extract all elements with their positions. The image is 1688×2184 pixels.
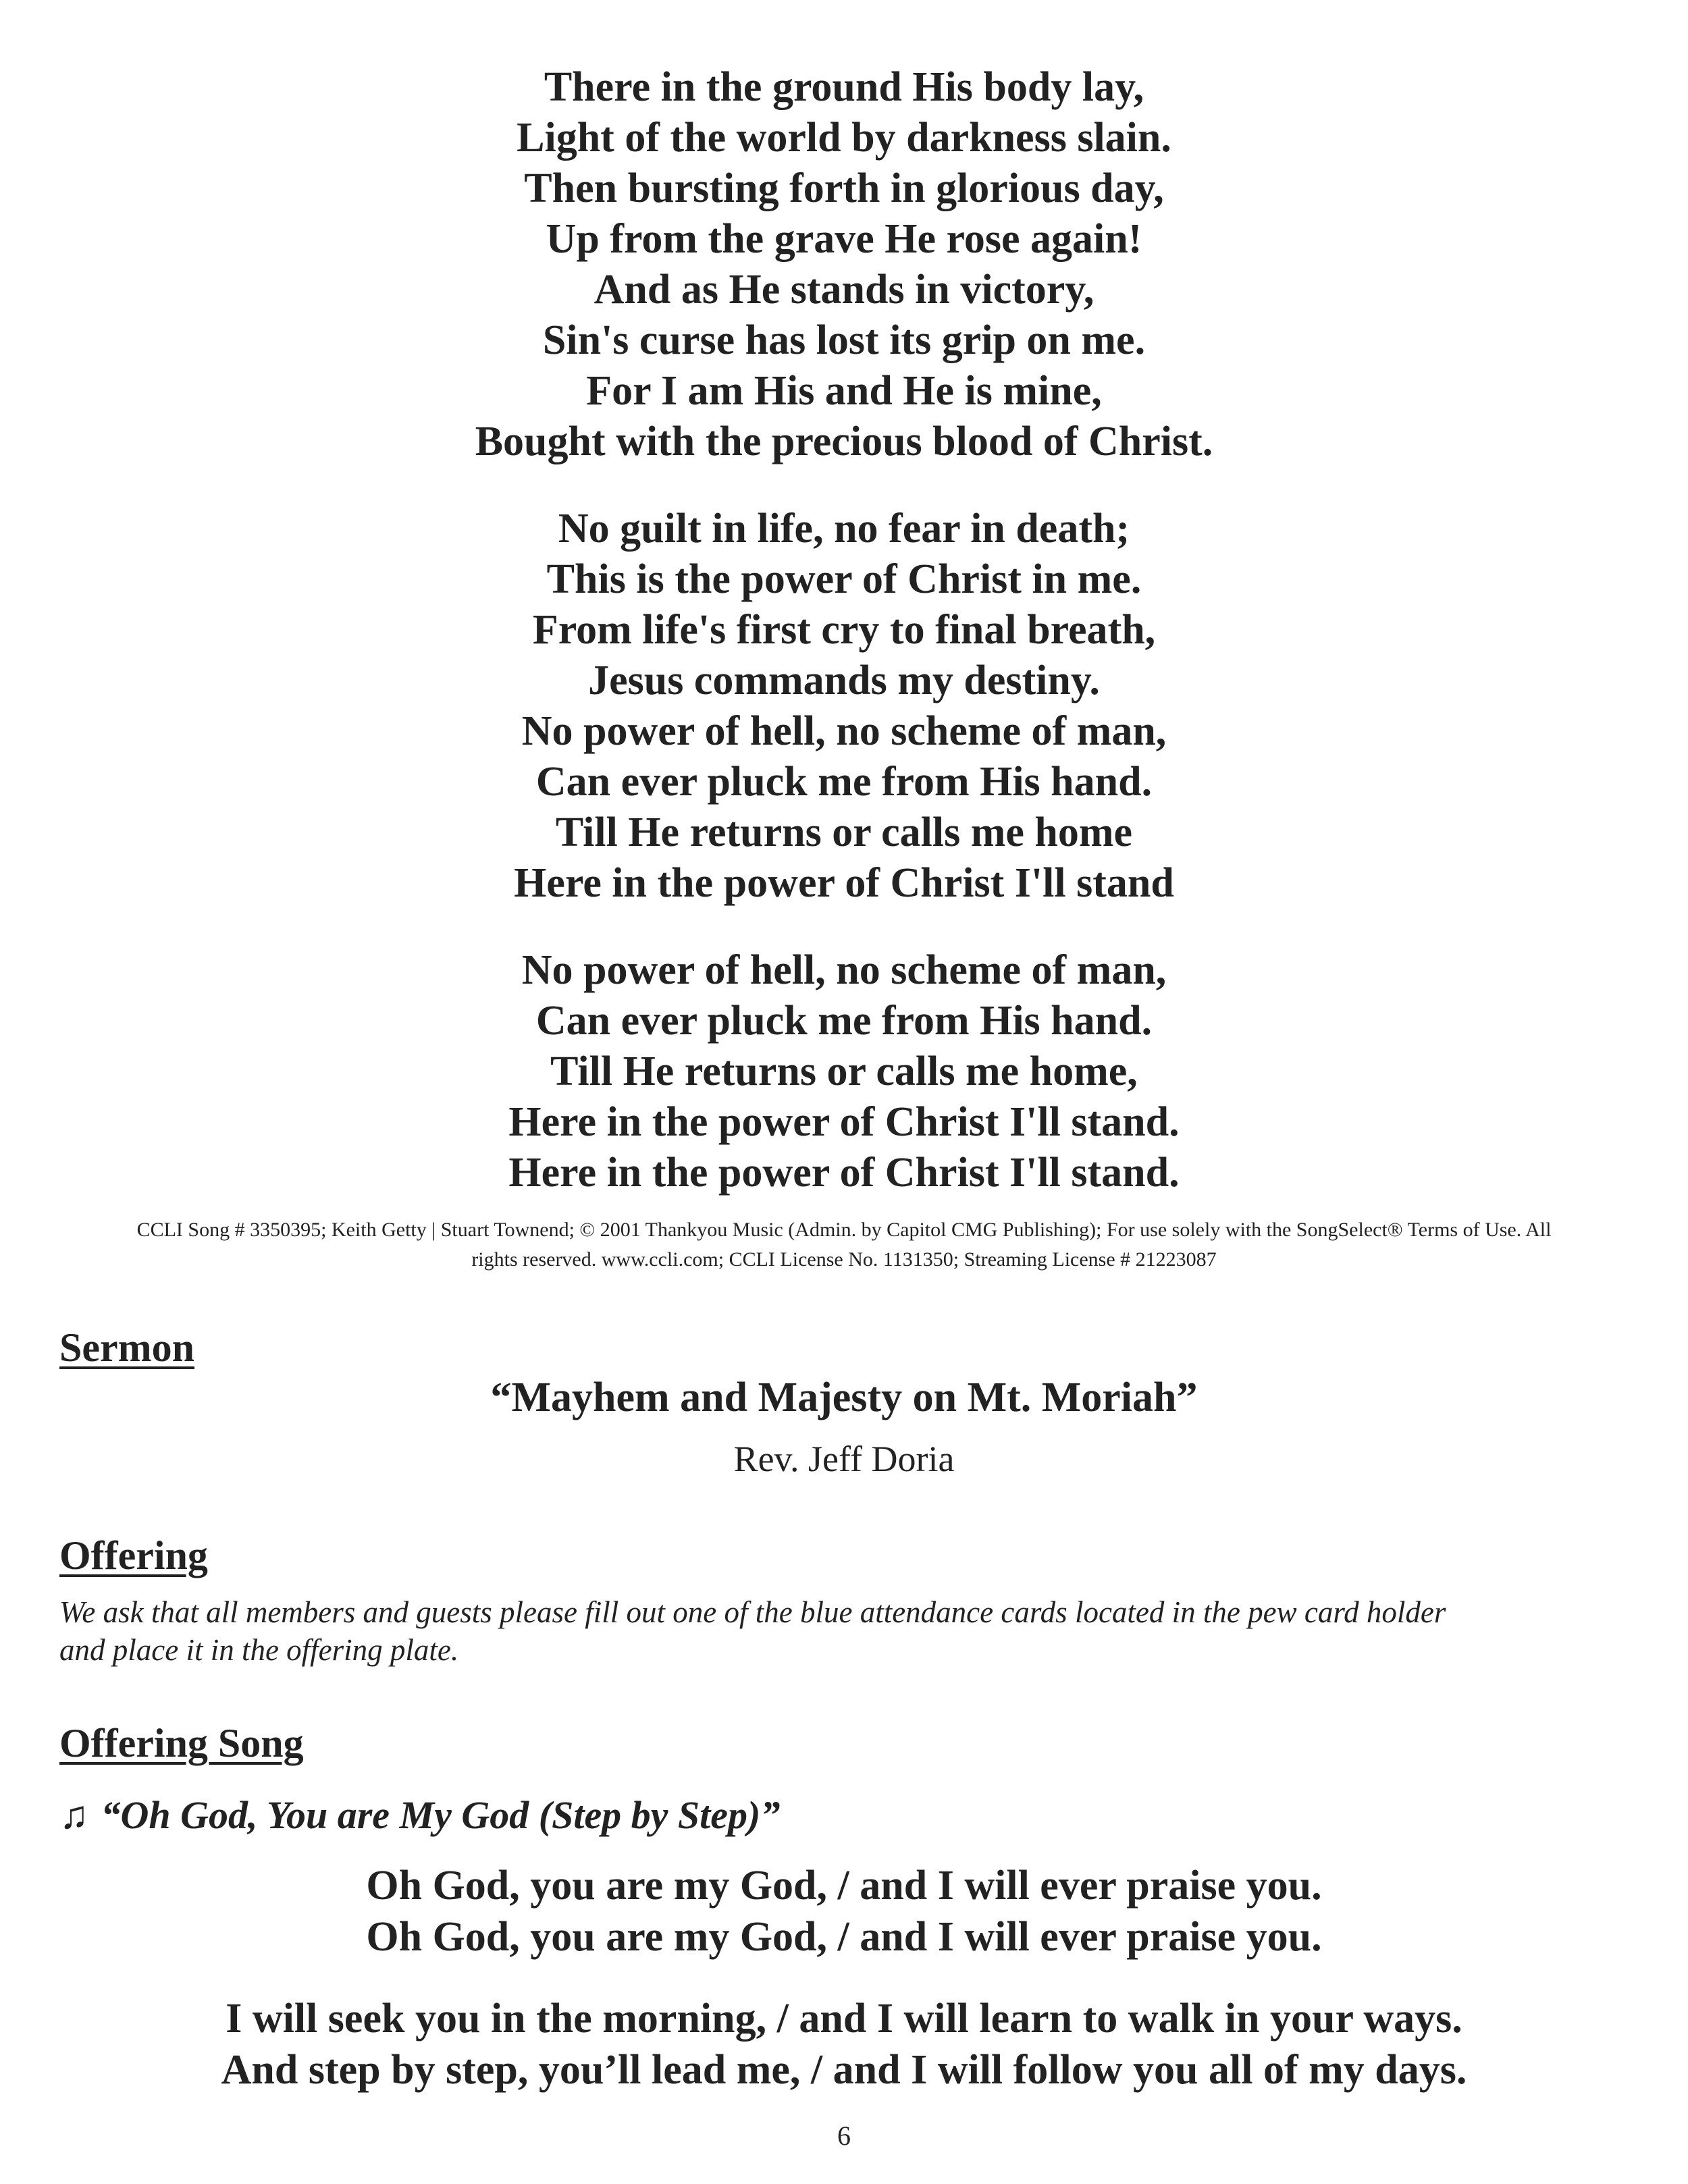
lyrics-verse-3	[0, 945, 1688, 1198]
sermon-title: “Mayhem and Majesty on Mt. Moriah”	[490, 1375, 1198, 1420]
lyric-line: And step by step, you’ll lead me, / and I will follow you all of my days.	[221, 2047, 1467, 2093]
lyric-line: Jesus commands my destiny.	[588, 658, 1100, 703]
lyric-line: Can ever pluck me from His hand.	[535, 998, 1153, 1044]
lyric-line: No guilt in life, no fear in death;	[558, 506, 1130, 552]
lyric-line: For I am His and He is mine,	[586, 368, 1102, 414]
ccli-copyright-notice	[0, 1215, 1688, 1275]
lyric-line: I will seek you in the morning, / and I will learn to walk in your ways.	[226, 1996, 1462, 2042]
lyric-line: Here in the power of Christ I'll stand.	[508, 1150, 1180, 1196]
lyric-line: No power of hell, no scheme of man,	[521, 708, 1167, 754]
offering-heading: Offering	[59, 1533, 208, 1578]
lyric-line: Oh God, you are my God, / and I will ever praise you.	[366, 1914, 1322, 1960]
lyric-line: Here in the power of Christ I'll stand	[514, 860, 1174, 906]
instructions-line: We ask that all members and guests please fill out one of the blue attendance cards located in the pew card holder	[59, 1595, 1446, 1629]
lyric-line: No power of hell, no scheme of man,	[521, 947, 1167, 993]
lyrics-verse-2	[0, 504, 1688, 909]
copyright-line: CCLI Song # 3350395; Keith Getty | Stuart Townend; © 2001 Thankyou Music (Admin. by Capitol CMG Publishing); For use solely with the SongSelect® Terms of Use. All	[136, 1219, 1552, 1241]
lyric-line: Then bursting forth in glorious day,	[524, 165, 1164, 211]
lyric-line: Till He returns or calls me home,	[550, 1048, 1138, 1094]
lyric-line: Up from the grave He rose again!	[546, 216, 1142, 262]
offering-song-heading: Offering Song	[59, 1721, 304, 1765]
lyric-line: There in the ground His body lay,	[544, 64, 1144, 110]
lyric-line: Oh God, you are my God, / and I will ever praise you.	[366, 1863, 1322, 1909]
lyric-line: Sin's curse has lost its grip on me.	[542, 317, 1146, 363]
lyric-line: From life's first cry to final breath,	[532, 607, 1156, 653]
music-note-icon: ♫	[59, 1793, 89, 1837]
offering-song-title	[59, 1792, 780, 1838]
sermon-speaker: Rev. Jeff Doria	[733, 1439, 955, 1479]
lyric-line: Here in the power of Christ I'll stand.	[508, 1099, 1180, 1145]
offering-instructions	[59, 1593, 1633, 1669]
copyright-line: rights reserved. www.ccli.com; CCLI License No. 1131350; Streaming License # 21223087	[471, 1248, 1217, 1271]
page-number: 6	[837, 2121, 851, 2151]
lyric-line: Light of the world by darkness slain.	[517, 115, 1171, 161]
lyric-line: Till He returns or calls me home	[555, 809, 1133, 855]
song-chorus	[0, 1860, 1688, 1963]
lyric-line: Can ever pluck me from His hand.	[535, 759, 1153, 805]
song-verse	[0, 1993, 1688, 2096]
lyric-line: And as He stands in victory,	[594, 267, 1094, 313]
song-title-text: “Oh God, You are My God (Step by Step)”	[101, 1793, 781, 1837]
lyric-line: Bought with the precious blood of Christ.	[475, 419, 1213, 464]
instructions-line: and place it in the offering plate.	[59, 1633, 459, 1667]
lyrics-verse-1	[0, 62, 1688, 467]
sermon-heading: Sermon	[59, 1325, 194, 1370]
lyric-line: This is the power of Christ in me.	[546, 556, 1142, 602]
